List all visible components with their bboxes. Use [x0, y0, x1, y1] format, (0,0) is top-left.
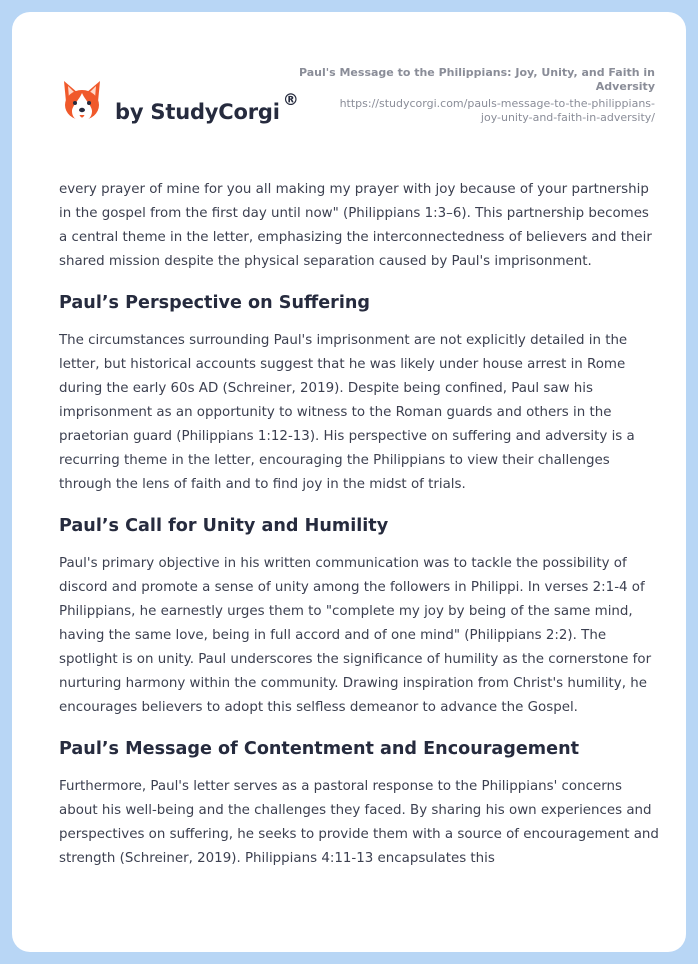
- document-url-line-1: https://studycorgi.com/pauls-message-to-the-philippians-: [339, 97, 655, 110]
- section-heading-suffering: Paul’s Perspective on Suffering: [59, 293, 370, 313]
- document-page: [12, 12, 686, 952]
- document-title: Paul's Message to the Philippians: Joy, Unity, and Faith in Adversity: [298, 66, 655, 93]
- intro-paragraph: every prayer of mine for you all making my prayer with joy because of your partnership in the gospel from the first day until now" (Philippians 1:3–6). This partnership becomes a central theme in the letter, emphasizing the interconnectedness of believers and their shared mission despite the physical separation caused by Paul's imprisonment.: [59, 182, 652, 269]
- document-body: [59, 178, 659, 871]
- document-meta: [295, 66, 655, 125]
- section-paragraph-unity: Paul's primary objective in his written communication was to tackle the possibility of discord and promote a sense of unity among the followers in Philippi. In verses 2:1-4 of Philippians, he earnestly urges them to "complete my joy by being of the same mind, having the same love, being in full accord and of one mind" (Philippians 2:2). The spotlight is on unity. Paul underscores the significance of humility as the cornerstone for nurturing harmony within the community. Drawing inspiration from Christ's humility, he encourages believers to adopt this selfless demeanor to advance the Gospel.: [59, 556, 652, 715]
- brand-name: by StudyCorgi®: [115, 90, 299, 124]
- section-paragraph-suffering: The circumstances surrounding Paul's imprisonment are not explicitly detailed in the letter, but historical accounts suggest that he was likely under house arrest in Rome during the early 60s AD (Schreiner, 2019). Despite being confined, Paul saw his imprisonment as an opportunity to witness to the Roman guards and others in the praetorian guard (Philippians 1:12-13). His perspective on suffering and adversity is a recurring theme in the letter, encouraging the Philippians to view their challenges through the lens of faith and to find joy in the midst of trials.: [59, 333, 635, 492]
- corgi-icon: [60, 78, 104, 124]
- registered-mark: ®: [282, 90, 299, 109]
- section-paragraph-contentment: Furthermore, Paul's letter serves as a pastoral response to the Philippians' concerns about his well-being and the challenges they faced. By sharing his own experiences and perspectives on suffering, he seeks to provide them with a source of encouragement and strength (Schreiner, 2019). Philippians 4:11-13 encapsulates this: [59, 779, 659, 866]
- document-url-line-2: joy-unity-and-faith-in-adversity/: [480, 111, 655, 124]
- studycorgi-logo[interactable]: [60, 78, 299, 124]
- section-heading-contentment: Paul’s Message of Contentment and Encouragement: [59, 739, 580, 759]
- document-url[interactable]: [295, 97, 655, 125]
- section-heading-unity: Paul’s Call for Unity and Humility: [59, 516, 389, 536]
